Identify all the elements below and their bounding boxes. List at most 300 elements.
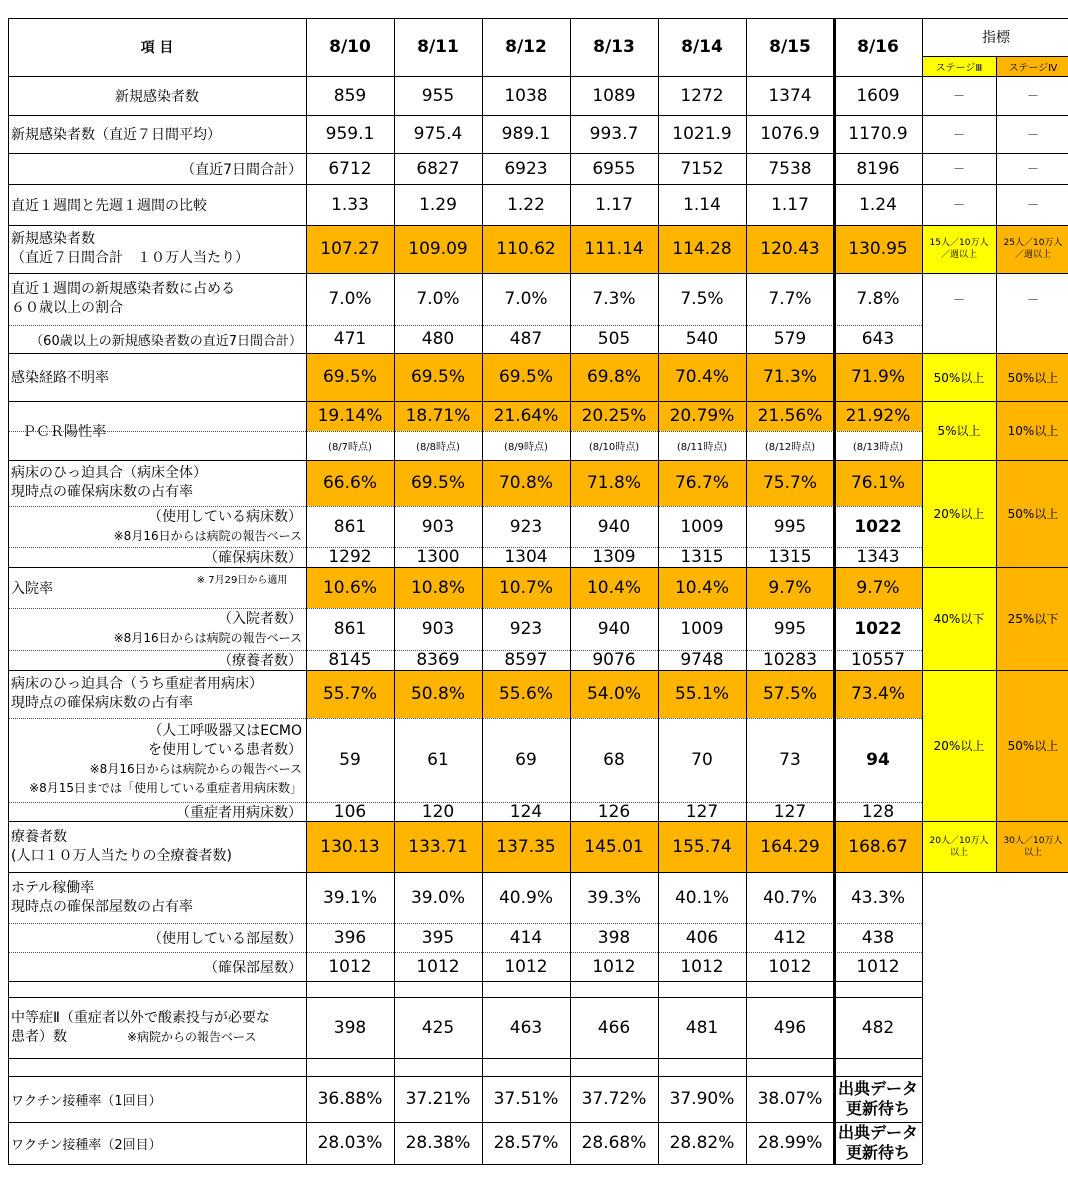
value: 7.0% [328, 289, 372, 309]
stage4-indicator [996, 225, 1068, 273]
row-label-text: （使用している部屋数） [148, 930, 302, 947]
row-divider [8, 506, 922, 507]
row-label [8, 997, 306, 1058]
value: 487 [509, 329, 543, 349]
row-label [8, 872, 306, 923]
row-label [8, 1122, 306, 1164]
value-cell [570, 608, 658, 650]
value-cell [306, 608, 394, 650]
stage3-value: ／週以上 [940, 250, 977, 260]
date-label: 8/14 [681, 37, 723, 57]
stage3-value: 5%以上 [937, 424, 981, 438]
value-cell [834, 650, 922, 670]
date-label: 8/16 [857, 37, 899, 57]
row-label-text: 新規感染者数 [115, 88, 199, 105]
value: 438 [861, 927, 895, 948]
value: 128 [861, 802, 895, 821]
value-cell [394, 76, 482, 115]
row-label [8, 115, 306, 153]
value: 959.1 [325, 124, 375, 144]
value: 6827 [416, 158, 460, 179]
row-divider [8, 225, 1068, 226]
value-cell [482, 718, 570, 802]
header-date [570, 18, 658, 76]
stage4-indicator [996, 184, 1068, 225]
row-divider [8, 153, 1068, 154]
row-divider [8, 952, 922, 953]
value: 168.67 [848, 836, 908, 857]
stage4-indicator [996, 153, 1068, 184]
col-divider [996, 56, 997, 872]
value-cell [746, 225, 834, 273]
value: 1300 [416, 547, 460, 567]
stage3-indicator [922, 460, 996, 567]
value: 1170.9 [848, 124, 908, 144]
value: 7.8% [856, 289, 900, 309]
value: 7.7% [768, 289, 812, 309]
value-cell [658, 567, 746, 608]
value-cell [834, 401, 922, 431]
value-cell [570, 225, 658, 273]
value-cell [482, 952, 570, 981]
value: 940 [597, 619, 631, 639]
pcr-date-text: (8/11時点) [676, 442, 728, 453]
pending-text: 更新待ち [845, 1099, 910, 1118]
stage4-value: 50%以上 [1007, 739, 1059, 753]
value: 94 [866, 750, 890, 770]
value-cell [306, 650, 394, 670]
value: 28.99% [757, 1133, 823, 1153]
pcr-date-text: (8/12時点) [764, 442, 816, 453]
stage4-indicator [996, 115, 1068, 153]
value-cell [306, 923, 394, 952]
value-cell [746, 325, 834, 353]
value-cell [834, 718, 922, 802]
row-divider [8, 401, 1068, 402]
col-divider [8, 18, 9, 1164]
value: 37.51% [493, 1089, 559, 1109]
row-label-note: ※8月16日からは病院の報告ベース [113, 528, 302, 543]
value: 7.0% [416, 289, 460, 309]
indicator-label: 指標 [982, 30, 1010, 46]
stage3-value: 15人／10万人 [929, 238, 989, 248]
value-cell [570, 353, 658, 401]
value-cell [746, 460, 834, 506]
value: 57.5% [762, 684, 817, 704]
value: 989.1 [501, 124, 551, 144]
value-cell [482, 567, 570, 608]
stage4-value: 30人／10万人 [1003, 835, 1063, 846]
value: 1315 [680, 547, 724, 567]
row-label-line: ６０歳以上の割合 [11, 300, 123, 316]
value-cell [394, 670, 482, 718]
col-divider [922, 18, 923, 1164]
value: 28.03% [317, 1133, 383, 1153]
stage4-header [996, 56, 1068, 76]
stage3-value: 20%以上 [933, 739, 985, 753]
row-label-line: 病床のひっ迫具合（うち重症者用病床） [11, 676, 263, 692]
row-label [8, 1076, 306, 1122]
value: 859 [333, 85, 367, 106]
value: 73.4% [850, 684, 905, 704]
row-label [8, 670, 306, 718]
value-cell [746, 153, 834, 184]
value-cell [394, 273, 482, 325]
stage3-indicator [922, 115, 996, 153]
stage3-indicator [922, 225, 996, 273]
value-cell [394, 153, 482, 184]
header-item-label: 項 目 [140, 40, 174, 56]
value: 1374 [768, 85, 812, 106]
value: 69.8% [586, 367, 641, 387]
date-label: 8/10 [329, 37, 371, 57]
value: 68 [603, 750, 625, 770]
row-divider [8, 567, 1068, 568]
value-cell [394, 923, 482, 952]
col-divider [570, 18, 571, 1164]
stage3-value: 20人／10万人 [929, 835, 989, 846]
row-label-text: 感染経路不明率 [11, 370, 109, 386]
value: 395 [421, 927, 455, 948]
value-cell [746, 952, 834, 981]
stage3-indicator [922, 273, 996, 325]
row-divider [8, 802, 922, 803]
value-cell [746, 184, 834, 225]
stage4-value: － [1026, 292, 1039, 307]
value-cell [834, 547, 922, 567]
value-cell [482, 821, 570, 872]
header-date [306, 18, 394, 76]
value: 133.71 [408, 836, 468, 857]
value: 69.5% [410, 473, 465, 493]
value: 37.90% [669, 1089, 735, 1109]
value: 643 [861, 329, 895, 349]
row-divider [8, 608, 922, 609]
value: 398 [333, 1017, 367, 1038]
value-cell [746, 76, 834, 115]
value-cell [570, 115, 658, 153]
value-cell [834, 821, 922, 872]
value: 28.68% [581, 1133, 647, 1153]
value-cell [746, 718, 834, 802]
value-cell [482, 153, 570, 184]
stage4-value: 25%以下 [1007, 612, 1059, 626]
value: 1343 [856, 547, 900, 567]
row-divider [8, 1164, 922, 1165]
stage3-header [922, 56, 996, 76]
stage4-indicator [996, 670, 1068, 821]
value: 69.5% [498, 367, 553, 387]
pcr-date-text: (8/7時点) [328, 442, 372, 453]
value-cell [746, 608, 834, 650]
value: 71.8% [586, 473, 641, 493]
value: 19.14% [317, 406, 383, 426]
value: 481 [685, 1017, 719, 1038]
value-cell [482, 872, 570, 923]
value-cell [658, 802, 746, 821]
stage4-value: 50%以上 [1007, 370, 1059, 385]
value-cell [570, 952, 658, 981]
row-divider [922, 56, 1068, 57]
row-label-text: （直近7日間合計） [181, 161, 302, 178]
row-label-text: 直近１週間と先週１週間の比較 [11, 197, 207, 214]
value: 496 [773, 1017, 807, 1038]
stage4-value: 25人／10万人 [1003, 238, 1063, 248]
value: 40.1% [674, 887, 729, 908]
value-cell [570, 650, 658, 670]
pcr-date-text: (8/10時点) [588, 442, 640, 453]
value: 6712 [328, 158, 372, 179]
value-cell [658, 273, 746, 325]
header-date [482, 18, 570, 76]
value-cell [394, 608, 482, 650]
pcr-date [306, 431, 394, 460]
value: 40.7% [762, 887, 817, 908]
value-cell [394, 401, 482, 431]
value-cell [306, 460, 394, 506]
value: 505 [597, 329, 631, 349]
row-label-line: 現時点の確保病床数の占有率 [11, 484, 193, 500]
value: 109.09 [408, 239, 468, 259]
row-divider [8, 273, 1068, 274]
value-cell [306, 273, 394, 325]
stage3-value: － [952, 162, 965, 176]
value: 8145 [328, 650, 372, 670]
value-cell [834, 76, 922, 115]
header-date [658, 18, 746, 76]
value: 1.33 [331, 194, 369, 215]
value: 76.1% [850, 473, 905, 493]
stage3-indicator [922, 153, 996, 184]
value: 414 [509, 927, 543, 948]
value: 9.7% [768, 577, 812, 598]
row-label-text: （確保部屋数） [204, 959, 302, 976]
value-cell [658, 1122, 746, 1164]
stage3-value: － [952, 89, 965, 103]
pending-text: 出典データ [837, 1123, 918, 1142]
row-divider [8, 923, 922, 924]
value: 10.6% [322, 577, 377, 598]
row-divider [8, 184, 1068, 185]
value-cell [306, 115, 394, 153]
value-cell [482, 547, 570, 567]
value-cell [570, 506, 658, 547]
value: 995 [773, 516, 807, 537]
value: 61 [427, 750, 449, 770]
value-cell [306, 506, 394, 547]
row-label-note: ※8月15日までは「使用している重症者用病床数」 [29, 781, 302, 795]
row-label-text: ワクチン接種率（1回目） [11, 1093, 162, 1109]
row-label-line: ホテル稼働率 [11, 879, 95, 896]
value-cell [394, 650, 482, 670]
value-cell [394, 952, 482, 981]
value: 107.27 [320, 239, 380, 259]
date-label: 8/15 [769, 37, 811, 57]
value-cell [570, 997, 658, 1058]
value-cell [482, 115, 570, 153]
value-cell [658, 821, 746, 872]
value: 10.8% [410, 577, 465, 598]
stage3-indicator [922, 821, 996, 872]
value: 37.72% [581, 1089, 647, 1109]
value-cell [570, 460, 658, 506]
value: 8369 [416, 650, 460, 670]
value-cell [306, 872, 394, 923]
value: 43.3% [850, 887, 905, 908]
pending-cell [834, 1076, 922, 1122]
value: 114.28 [672, 239, 732, 259]
pcr-date-text: (8/8時点) [416, 442, 460, 453]
value-cell [658, 353, 746, 401]
value-cell [834, 460, 922, 506]
stage3-value: － [952, 292, 965, 307]
stage3-value: 50%以上 [933, 370, 985, 385]
value-cell [658, 1076, 746, 1122]
value: 7538 [768, 158, 812, 179]
stage4-value: － [1026, 89, 1039, 103]
value: 398 [597, 927, 631, 948]
value: 55.6% [498, 684, 553, 704]
pcr-date-text: (8/9時点) [504, 442, 548, 453]
value: 1.14 [683, 194, 721, 215]
value: 1009 [680, 619, 724, 639]
value: 1022 [854, 619, 902, 639]
value: 1272 [680, 85, 724, 106]
stage4-label: ステージⅣ [1008, 62, 1058, 74]
row-label [8, 547, 306, 567]
header-date [394, 18, 482, 76]
value-cell [746, 506, 834, 547]
value-cell [746, 567, 834, 608]
col-divider [306, 18, 307, 1164]
row-label-line: を使用している患者数） [148, 742, 302, 758]
stage4-indicator [996, 353, 1068, 401]
value-cell [306, 353, 394, 401]
value: 38.07% [757, 1089, 823, 1109]
header-date [746, 18, 834, 76]
value-cell [306, 802, 394, 821]
value: 923 [509, 619, 543, 639]
stage4-value: 以上 [1023, 847, 1042, 858]
col-divider [746, 18, 747, 1164]
row-divider [8, 18, 1068, 19]
pcr-date [834, 431, 922, 460]
value: 995 [773, 619, 807, 639]
value-cell [658, 506, 746, 547]
value: 1.17 [595, 194, 633, 215]
value-cell [306, 401, 394, 431]
value: 76.7% [674, 473, 729, 493]
stage3-indicator [922, 353, 996, 401]
row-label-text: 新規感染者数（直近７日間平均） [11, 127, 221, 143]
value-cell [394, 547, 482, 567]
row-label-text: （療養者数） [218, 653, 302, 669]
value-cell [482, 1076, 570, 1122]
row-label [8, 225, 306, 273]
value: 7152 [680, 158, 724, 179]
value-cell [394, 802, 482, 821]
value: 21.92% [845, 406, 911, 426]
value-cell [834, 952, 922, 981]
value-cell [570, 670, 658, 718]
stage4-indicator [996, 460, 1068, 567]
row-divider [8, 997, 922, 998]
value-cell [570, 547, 658, 567]
value: 69.5% [322, 367, 377, 387]
value: 463 [509, 1017, 543, 1038]
row-label-line: 現時点の確保部屋数の占有率 [11, 898, 193, 915]
value: 164.29 [760, 836, 820, 857]
value-cell [658, 670, 746, 718]
value-cell [306, 567, 394, 608]
value: 28.38% [405, 1133, 471, 1153]
pcr-date-text: (8/13時点) [852, 442, 904, 453]
stage3-value: － [952, 198, 965, 212]
value-cell [482, 353, 570, 401]
value: 10.7% [498, 577, 553, 598]
row-label-note: ※病院からの報告ベース [127, 1029, 257, 1044]
value: 54.0% [586, 684, 641, 704]
value-cell [306, 153, 394, 184]
value-cell [482, 670, 570, 718]
value: 1038 [504, 85, 548, 106]
value: 6955 [592, 158, 636, 179]
value-cell [570, 153, 658, 184]
value-cell [306, 718, 394, 802]
value-cell [394, 567, 482, 608]
value-cell [570, 1122, 658, 1164]
value-cell [482, 76, 570, 115]
value: 6923 [504, 158, 548, 179]
value: 9.7% [856, 577, 900, 598]
value-cell [746, 670, 834, 718]
row-label [8, 325, 306, 353]
row-label-line: （人工呼吸器又はECMO [148, 723, 302, 739]
value-cell [306, 1076, 394, 1122]
stage3-indicator [922, 184, 996, 225]
value: 70 [691, 750, 713, 770]
value-cell [658, 718, 746, 802]
value: 120.43 [760, 239, 820, 259]
value-cell [306, 184, 394, 225]
col-divider [482, 18, 483, 1164]
row-label-text: ワクチン接種率（2回目） [11, 1137, 162, 1153]
value: 28.57% [493, 1133, 559, 1153]
value: 406 [685, 927, 719, 948]
value: 861 [333, 516, 367, 537]
stage4-indicator [996, 273, 1068, 325]
value: 120 [421, 802, 455, 821]
row-divider [8, 872, 1068, 873]
stage3-value: 40%以下 [933, 612, 985, 626]
value: 20.79% [669, 406, 735, 426]
value-cell [658, 115, 746, 153]
value-cell [394, 1122, 482, 1164]
row-label [8, 76, 306, 115]
col-divider [658, 18, 659, 1164]
row-divider [8, 460, 1068, 461]
value-cell [746, 872, 834, 923]
value-cell [834, 567, 922, 608]
value-cell [746, 802, 834, 821]
value: 1012 [416, 956, 460, 977]
row-label-line: 患者）数 [11, 1028, 67, 1045]
value-cell [746, 547, 834, 567]
row-label [8, 923, 306, 952]
header-item [8, 18, 306, 76]
value: 1.29 [419, 194, 457, 215]
value-cell [306, 325, 394, 353]
